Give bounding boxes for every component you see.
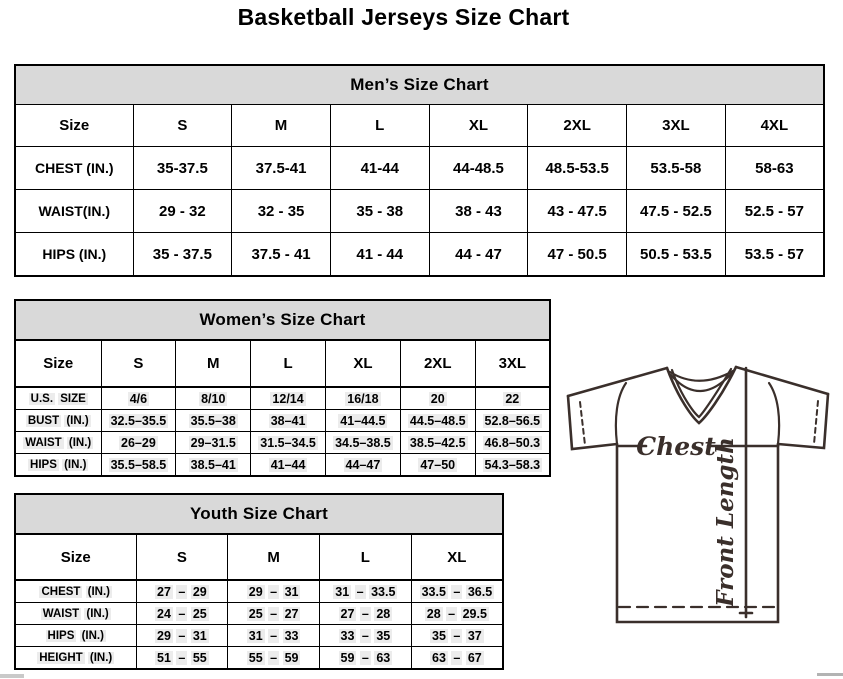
highlighted-text-token: 36.5 bbox=[467, 584, 493, 599]
table-row bbox=[15, 233, 824, 277]
highlighted-text-token: 16/18 bbox=[347, 391, 379, 406]
value-cell: 29 - 32 bbox=[133, 190, 232, 233]
jersey-left-sleeve bbox=[568, 396, 617, 449]
highlighted-text-token: HIPS bbox=[47, 629, 75, 642]
value-cell: 43 - 47.5 bbox=[528, 190, 627, 233]
value-cell bbox=[101, 387, 176, 410]
value-cell: 41-44 bbox=[330, 147, 429, 190]
value-cell: 53.5 - 57 bbox=[725, 233, 824, 277]
value-cell bbox=[475, 432, 550, 454]
row-label: HIPS (IN.) bbox=[15, 233, 133, 277]
highlighted-text-token: 35 bbox=[432, 628, 446, 643]
value-cell bbox=[400, 387, 475, 410]
column-header: M bbox=[176, 340, 251, 387]
highlighted-text-token: (IN.) bbox=[89, 651, 113, 664]
table-caption-row bbox=[15, 494, 503, 534]
column-header-row bbox=[15, 534, 503, 580]
highlighted-text-token: – bbox=[178, 584, 186, 599]
value-cell: 58-63 bbox=[725, 147, 824, 190]
table-caption-row bbox=[15, 65, 824, 105]
highlighted-text-token: 28 bbox=[376, 606, 391, 621]
value-cell: 47.5 - 52.5 bbox=[627, 190, 726, 233]
highlighted-text-token: 59 bbox=[340, 650, 355, 665]
womens-size-chart-table bbox=[14, 299, 551, 477]
page-title: Basketball Jerseys Size Chart bbox=[237, 4, 570, 30]
table-row bbox=[15, 603, 503, 625]
highlighted-text-token: CHEST bbox=[41, 585, 81, 598]
highlighted-text-token: 55 bbox=[192, 650, 207, 665]
highlighted-text-token: 28 bbox=[426, 606, 441, 621]
highlighted-text-token: (IN.) bbox=[81, 629, 104, 642]
highlighted-text-token: WAIST bbox=[25, 436, 62, 449]
highlighted-text-token: 31 bbox=[284, 584, 299, 599]
table-row bbox=[15, 580, 503, 603]
highlighted-text-token: 38–41 bbox=[270, 413, 306, 428]
highlighted-text-token: 63 bbox=[376, 650, 391, 665]
value-cell bbox=[320, 603, 412, 625]
value-cell bbox=[228, 580, 320, 603]
highlighted-text-token: 25 bbox=[248, 606, 263, 621]
highlighted-text-token: 31 bbox=[192, 628, 207, 643]
value-cell bbox=[176, 410, 251, 432]
column-header: 4XL bbox=[725, 105, 824, 147]
youth-size-chart-table bbox=[14, 493, 504, 670]
column-header: S bbox=[136, 534, 228, 580]
highlighted-text-token: 33 bbox=[340, 628, 355, 643]
highlighted-text-token: – bbox=[361, 606, 369, 621]
highlighted-text-token: – bbox=[361, 628, 369, 643]
highlighted-text-token: 29 bbox=[192, 584, 207, 599]
jersey-right-shoulder bbox=[736, 367, 828, 394]
highlighted-text-token: 31 bbox=[335, 584, 350, 599]
value-cell bbox=[320, 625, 412, 647]
highlighted-text-token: HIPS bbox=[30, 458, 57, 471]
mens-size-chart-table bbox=[14, 64, 825, 277]
row-label bbox=[15, 410, 101, 432]
highlighted-text-token: BUST bbox=[27, 414, 60, 427]
value-cell: 48.5-53.5 bbox=[528, 147, 627, 190]
highlighted-text-token: 44.5–48.5 bbox=[409, 413, 466, 428]
highlighted-text-token: 41–44 bbox=[270, 457, 306, 472]
row-label bbox=[15, 603, 136, 625]
highlighted-text-token: 38.5–42.5 bbox=[409, 435, 466, 450]
highlighted-text-token: 25 bbox=[192, 606, 207, 621]
highlighted-text-token: 32.5–35.5 bbox=[110, 413, 167, 428]
horizontal-scrollbar-right-fragment[interactable] bbox=[817, 673, 843, 676]
column-header: Size bbox=[15, 340, 101, 387]
value-cell bbox=[475, 387, 550, 410]
highlighted-text-token: – bbox=[178, 628, 186, 643]
highlighted-text-token: 63 bbox=[432, 650, 446, 665]
highlighted-text-token: 4/6 bbox=[129, 391, 148, 406]
row-label bbox=[15, 454, 101, 477]
row-label bbox=[15, 432, 101, 454]
column-header: 3XL bbox=[475, 340, 550, 387]
value-cell bbox=[411, 580, 503, 603]
highlighted-text-token: 51 bbox=[157, 650, 171, 665]
highlighted-text-token: 12/14 bbox=[272, 391, 304, 406]
front-length-label: Front Length bbox=[712, 437, 739, 607]
highlighted-text-token: 31.5–34.5 bbox=[260, 435, 316, 450]
value-cell bbox=[228, 603, 320, 625]
table-title: Youth Size Chart bbox=[15, 494, 503, 534]
value-cell bbox=[325, 432, 400, 454]
highlighted-text-token: – bbox=[453, 628, 461, 643]
value-cell: 35 - 37.5 bbox=[133, 233, 232, 277]
table-caption-row bbox=[15, 300, 550, 340]
column-header: S bbox=[133, 105, 232, 147]
row-label bbox=[15, 387, 101, 410]
highlighted-text-token: 67 bbox=[467, 650, 482, 665]
highlighted-text-token: – bbox=[270, 584, 278, 599]
highlighted-text-token: 59 bbox=[284, 650, 299, 665]
value-cell bbox=[228, 625, 320, 647]
value-cell bbox=[101, 454, 176, 477]
highlighted-text-token: 20 bbox=[430, 391, 445, 406]
jersey-left-cuff-dashed-line bbox=[580, 402, 585, 445]
highlighted-text-token: 27 bbox=[340, 606, 355, 621]
value-cell: 52.5 - 57 bbox=[725, 190, 824, 233]
table-row bbox=[15, 625, 503, 647]
horizontal-scrollbar-left-fragment[interactable] bbox=[0, 674, 24, 678]
column-header-row bbox=[15, 340, 550, 387]
value-cell: 50.5 - 53.5 bbox=[627, 233, 726, 277]
highlighted-text-token: 47–50 bbox=[420, 457, 456, 472]
highlighted-text-token: 27 bbox=[157, 584, 171, 599]
highlighted-text-token: 33.5 bbox=[371, 584, 396, 599]
highlighted-text-token: 29.5 bbox=[462, 606, 487, 621]
highlighted-text-token: (IN.) bbox=[66, 414, 89, 427]
value-cell bbox=[136, 603, 228, 625]
jersey-body-outline bbox=[617, 444, 778, 622]
column-header: L bbox=[320, 534, 412, 580]
highlighted-text-token: U.S. bbox=[30, 392, 54, 405]
highlighted-text-token: 33.5 bbox=[421, 584, 446, 599]
value-cell: 37.5-41 bbox=[232, 147, 331, 190]
value-cell: 35-37.5 bbox=[133, 147, 232, 190]
value-cell bbox=[176, 454, 251, 477]
value-cell bbox=[400, 432, 475, 454]
highlighted-text-token: 34.5–38.5 bbox=[335, 435, 391, 450]
highlighted-text-token: HEIGHT bbox=[39, 651, 83, 664]
table-row bbox=[15, 410, 550, 432]
highlighted-text-token: (IN.) bbox=[87, 585, 111, 598]
value-cell bbox=[251, 410, 326, 432]
column-header: 2XL bbox=[528, 105, 627, 147]
row-label bbox=[15, 647, 136, 670]
highlighted-text-token: 54.3–58.3 bbox=[484, 457, 541, 472]
value-cell bbox=[400, 454, 475, 477]
table-row bbox=[15, 190, 824, 233]
highlighted-text-token: – bbox=[356, 584, 364, 599]
highlighted-text-token: 52.8–56.5 bbox=[484, 413, 541, 428]
highlighted-text-token: 55 bbox=[248, 650, 263, 665]
table-row bbox=[15, 647, 503, 670]
value-cell bbox=[176, 432, 251, 454]
value-cell: 47 - 50.5 bbox=[528, 233, 627, 277]
value-cell bbox=[228, 647, 320, 670]
jersey-collar-band-arc-1 bbox=[670, 371, 733, 381]
highlighted-text-token: 35.5–38 bbox=[190, 413, 236, 428]
column-header: XL bbox=[325, 340, 400, 387]
row-label: WAIST(IN.) bbox=[15, 190, 133, 233]
highlighted-text-token: – bbox=[270, 628, 278, 643]
highlighted-text-token: 41–44.5 bbox=[340, 413, 386, 428]
column-header: 3XL bbox=[627, 105, 726, 147]
highlighted-text-token: – bbox=[270, 650, 278, 665]
value-cell bbox=[320, 647, 412, 670]
highlighted-text-token: 46.8–50.3 bbox=[484, 435, 541, 450]
highlighted-text-token: 24 bbox=[157, 606, 171, 621]
value-cell: 32 - 35 bbox=[232, 190, 331, 233]
value-cell bbox=[101, 432, 176, 454]
highlighted-text-token: – bbox=[178, 650, 186, 665]
row-label: CHEST (IN.) bbox=[15, 147, 133, 190]
value-cell: 53.5-58 bbox=[627, 147, 726, 190]
column-header: L bbox=[251, 340, 326, 387]
column-header: XL bbox=[411, 534, 503, 580]
value-cell bbox=[176, 387, 251, 410]
highlighted-text-token: 29 bbox=[248, 584, 263, 599]
column-header: L bbox=[330, 105, 429, 147]
column-header: M bbox=[232, 105, 331, 147]
jersey-right-cuff-dashed-line bbox=[814, 401, 818, 444]
jersey-diagram-svg bbox=[556, 356, 843, 628]
highlighted-text-token: – bbox=[453, 584, 461, 599]
highlighted-text-token: 44–47 bbox=[345, 457, 381, 472]
value-cell: 44 - 47 bbox=[429, 233, 528, 277]
highlighted-text-token: 29–31.5 bbox=[190, 435, 236, 450]
value-cell bbox=[400, 410, 475, 432]
highlighted-text-token: (IN.) bbox=[64, 458, 87, 471]
value-cell bbox=[251, 432, 326, 454]
value-cell bbox=[475, 410, 550, 432]
row-label bbox=[15, 580, 136, 603]
table-row bbox=[15, 454, 550, 477]
highlighted-text-token: (IN.) bbox=[86, 607, 109, 620]
highlighted-text-token: 26–29 bbox=[121, 435, 156, 450]
highlighted-text-token: 29 bbox=[157, 628, 171, 643]
highlighted-text-token: – bbox=[361, 650, 369, 665]
column-header: M bbox=[228, 534, 320, 580]
value-cell bbox=[101, 410, 176, 432]
highlighted-text-token: 8/10 bbox=[201, 391, 226, 406]
table-title: Men’s Size Chart bbox=[15, 65, 824, 105]
value-cell bbox=[325, 387, 400, 410]
highlighted-text-token: 37 bbox=[467, 628, 482, 643]
highlighted-text-token: – bbox=[448, 606, 456, 621]
highlighted-text-token: – bbox=[453, 650, 461, 665]
jersey-right-sleeve bbox=[778, 394, 828, 448]
highlighted-text-token: SIZE bbox=[60, 392, 86, 405]
highlighted-text-token: 35.5–58.5 bbox=[110, 457, 167, 472]
highlighted-text-token: 31 bbox=[248, 628, 263, 643]
value-cell bbox=[411, 647, 503, 670]
value-cell: 35 - 38 bbox=[330, 190, 429, 233]
jersey-left-shoulder bbox=[568, 368, 667, 396]
value-cell bbox=[411, 625, 503, 647]
table-row bbox=[15, 147, 824, 190]
highlighted-text-token: – bbox=[270, 606, 278, 621]
highlighted-text-token: 22 bbox=[505, 391, 520, 406]
highlighted-text-token: 27 bbox=[284, 606, 299, 621]
highlighted-text-token: – bbox=[178, 606, 186, 621]
column-header-row bbox=[15, 105, 824, 147]
value-cell: 37.5 - 41 bbox=[232, 233, 331, 277]
value-cell bbox=[251, 454, 326, 477]
value-cell bbox=[136, 625, 228, 647]
highlighted-text-token: 33 bbox=[284, 628, 299, 643]
column-header: XL bbox=[429, 105, 528, 147]
value-cell bbox=[475, 454, 550, 477]
table-row bbox=[15, 387, 550, 410]
value-cell bbox=[320, 580, 412, 603]
value-cell bbox=[136, 580, 228, 603]
value-cell: 41 - 44 bbox=[330, 233, 429, 277]
value-cell: 44-48.5 bbox=[429, 147, 528, 190]
highlighted-text-token: (IN.) bbox=[68, 436, 92, 449]
value-cell bbox=[411, 603, 503, 625]
value-cell bbox=[251, 387, 326, 410]
highlighted-text-token: 38.5–41 bbox=[190, 457, 236, 472]
column-header: 2XL bbox=[400, 340, 475, 387]
jersey-measurement-diagram bbox=[556, 356, 843, 628]
highlighted-text-token: 35 bbox=[376, 628, 391, 643]
column-header: Size bbox=[15, 534, 136, 580]
row-label bbox=[15, 625, 136, 647]
column-header: Size bbox=[15, 105, 133, 147]
jersey-left-seam bbox=[616, 383, 626, 444]
column-header: S bbox=[101, 340, 176, 387]
table-title: Women’s Size Chart bbox=[15, 300, 550, 340]
highlighted-text-token: WAIST bbox=[42, 607, 80, 620]
value-cell bbox=[325, 454, 400, 477]
table-row bbox=[15, 432, 550, 454]
value-cell bbox=[136, 647, 228, 670]
chest-label: Chest bbox=[636, 432, 716, 461]
value-cell: 38 - 43 bbox=[429, 190, 528, 233]
value-cell bbox=[325, 410, 400, 432]
jersey-right-seam bbox=[769, 383, 779, 444]
